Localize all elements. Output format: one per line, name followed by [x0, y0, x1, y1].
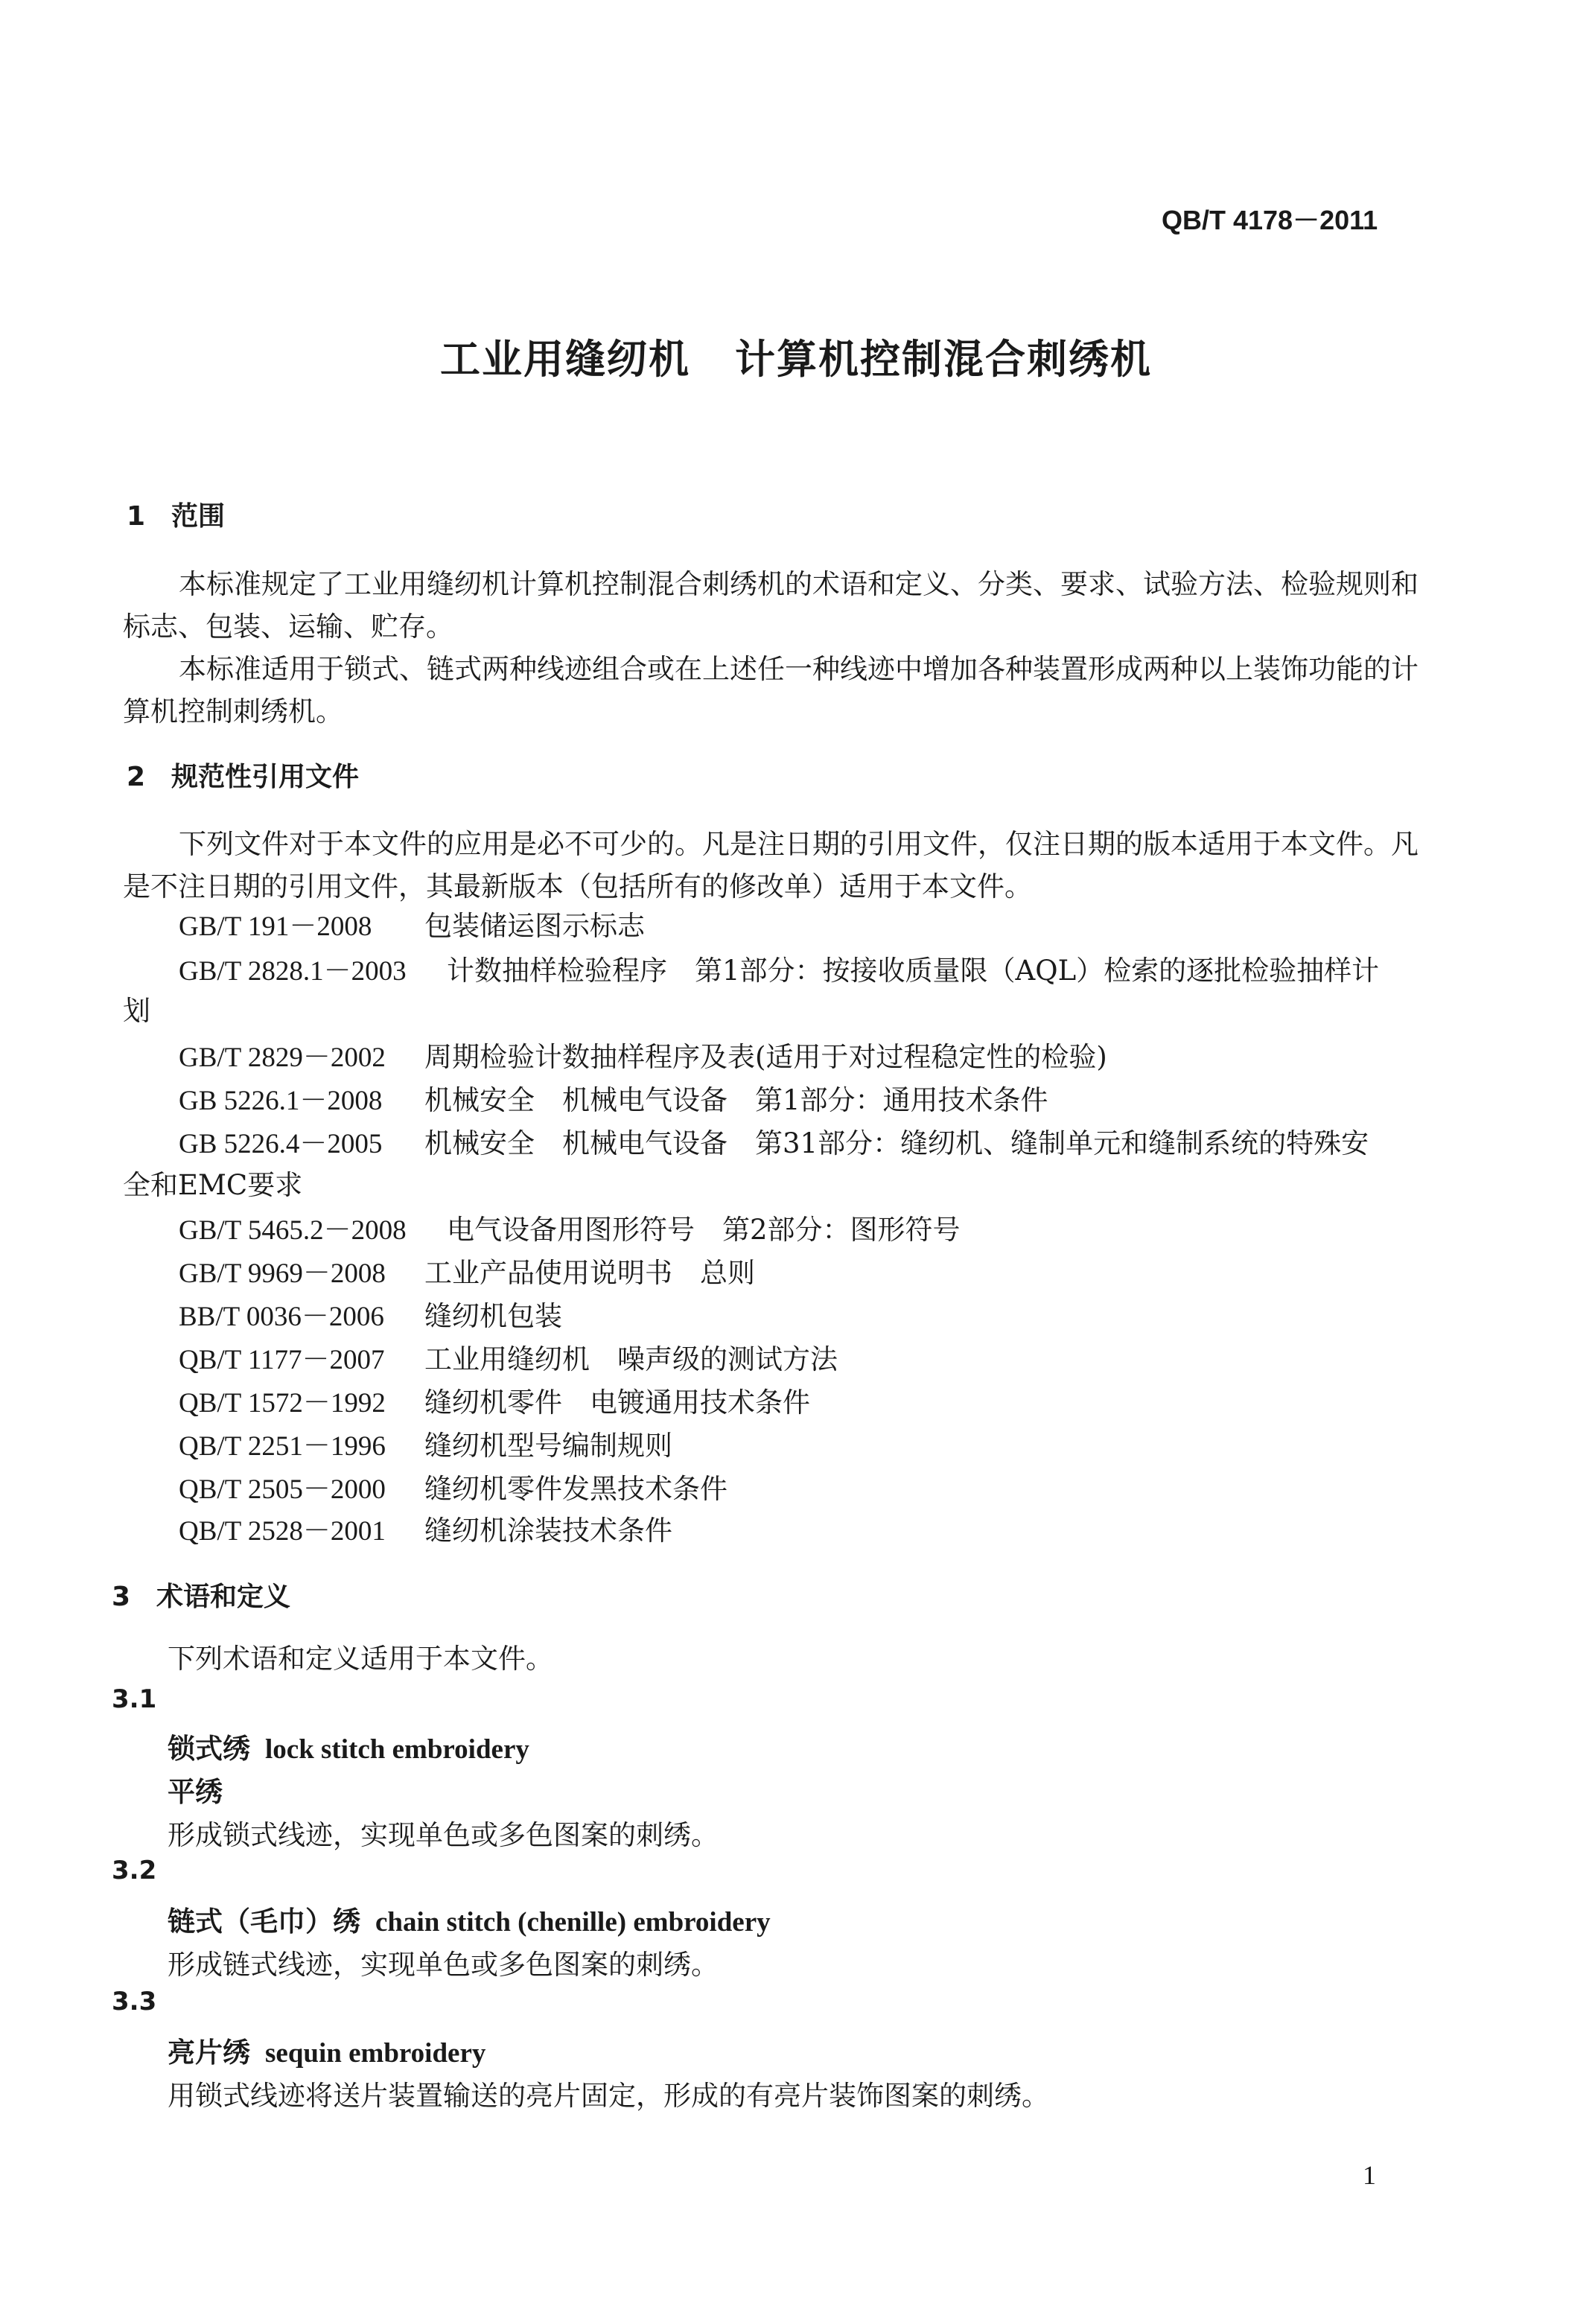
reference-title: 机械安全 机械电气设备 第1部分：通用技术条件	[424, 1084, 1048, 1116]
reference-item	[179, 905, 645, 948]
page-number: 1	[1363, 2160, 1376, 2190]
term-en: lock stitch embroidery	[265, 1734, 529, 1765]
reference-item	[179, 1425, 672, 1468]
reference-code: GB/T 5465.2－2008	[179, 1215, 407, 1246]
reference-title: 缝纫机涂装技术条件	[424, 1515, 672, 1547]
term-definition: 形成锁式线迹，实现单色或多色图案的刺绣。	[168, 1819, 719, 1851]
reference-code: GB/T 9969－2008	[179, 1258, 386, 1289]
document-title	[0, 328, 1592, 385]
reference-item	[179, 1080, 1048, 1122]
reference-title: 缝纫机零件发黑技术条件	[424, 1473, 727, 1505]
standard-code: QB/T 4178－2011	[1162, 205, 1378, 235]
reference-title: 周期检验计数抽样程序及表(适用于对过程稳定性的检验)	[424, 1041, 1107, 1073]
reference-code: GB/T 2828.1－2003	[179, 956, 407, 987]
term-name	[168, 1899, 771, 1939]
reference-title: 机械安全 机械电气设备 第31部分：缝纫机、缝制单元和缝制系统的特殊安	[424, 1127, 1369, 1159]
reference-code: BB/T 0036－2006	[179, 1302, 384, 1332]
reference-title: 缝纫机零件 电镀通用技术条件	[424, 1387, 810, 1419]
reference-title: 计数抽样检验程序 第1部分：按接收质量限（AQL）检索的逐批检验抽样计	[447, 955, 1380, 987]
reference-item	[179, 1252, 755, 1295]
term-name	[168, 2030, 485, 2070]
reference-code: GB 5226.1－2008	[179, 1086, 383, 1116]
section-title: 范围	[171, 501, 226, 532]
reference-item	[179, 1468, 727, 1511]
term-definition: 形成链式线迹，实现单色或多色图案的刺绣。	[168, 1949, 719, 1981]
scope-paragraph-2: 本标准适用于锁式、链式两种线迹组合或在上述任一种线迹中增加各种装置形成两种以上装饰功能的计算机控制刺绣机。	[123, 653, 1419, 728]
reference-code: QB/T 2505－2000	[179, 1474, 386, 1505]
reference-code: QB/T 1572－1992	[179, 1388, 386, 1419]
term-zh: 链式（毛巾）绣	[168, 1905, 360, 1938]
reference-code: GB/T 191－2008	[179, 911, 372, 942]
reference-code: QB/T 1177－2007	[179, 1345, 385, 1375]
title-part1: 工业用缝纫机	[440, 336, 690, 383]
reference-item	[179, 1339, 838, 1381]
reference-title: 工业产品使用说明书 总则	[424, 1257, 755, 1289]
term-number: 3.1	[112, 1684, 157, 1714]
term-definition: 用锁式线迹将送片装置输送的亮片固定，形成的有亮片装饰图案的刺绣。	[168, 2080, 1049, 2112]
reference-code: QB/T 2251－1996	[179, 1431, 386, 1462]
term-zh: 亮片绣	[168, 2036, 250, 2069]
reference-item	[179, 1382, 810, 1424]
term-number: 3.2	[112, 1856, 157, 1885]
reference-title: 包装储运图示标志	[424, 910, 645, 942]
reference-continuation: 划	[123, 995, 150, 1027]
terms-intro: 下列术语和定义适用于本文件。	[168, 1643, 553, 1675]
term-alt-name: 平绣	[168, 1775, 223, 1808]
section-title: 规范性引用文件	[171, 762, 360, 792]
reference-item	[179, 1123, 1369, 1165]
title-part2: 计算机控制混合刺绣机	[735, 336, 1152, 383]
term-en: chain stitch (chenille) embroidery	[375, 1907, 771, 1938]
reference-code: GB 5226.4－2005	[179, 1129, 383, 1159]
term-name	[168, 1726, 529, 1766]
section-1-heading	[127, 495, 225, 533]
section-number: 1	[127, 501, 146, 532]
scope-paragraph-1: 本标准规定了工业用缝纫机计算机控制混合刺绣机的术语和定义、分类、要求、试验方法、检验规则和标志、包装、运输、贮存。	[123, 568, 1419, 643]
term-en: sequin embroidery	[265, 2038, 486, 2069]
reference-item	[179, 1209, 961, 1252]
reference-continuation: 全和EMC要求	[123, 1169, 303, 1201]
term-number: 3.3	[112, 1987, 157, 2016]
section-number: 3	[112, 1582, 131, 1612]
reference-item	[179, 1037, 1107, 1079]
reference-title: 工业用缝纫机 噪声级的测试方法	[424, 1343, 838, 1375]
reference-title: 缝纫机型号编制规则	[424, 1430, 672, 1462]
reference-code: GB/T 2829－2002	[179, 1042, 386, 1073]
term-zh: 锁式绣	[168, 1732, 250, 1765]
section-3-heading	[112, 1576, 290, 1614]
normative-intro: 下列文件对于本文件的应用是必不可少的。凡是注日期的引用文件，仅注日期的版本适用于本文件。凡是不注日期的引用文件，其最新版本（包括所有的修改单）适用于本文件。	[123, 828, 1419, 902]
reference-title: 缝纫机包装	[424, 1300, 562, 1332]
reference-title: 电气设备用图形符号 第2部分：图形符号	[447, 1214, 961, 1246]
reference-item	[179, 950, 1379, 993]
reference-code: QB/T 2528－2001	[179, 1516, 386, 1547]
reference-item	[179, 1510, 672, 1553]
section-number: 2	[127, 762, 146, 792]
section-2-heading	[127, 756, 359, 794]
section-title: 术语和定义	[156, 1582, 291, 1612]
reference-item	[179, 1296, 562, 1338]
